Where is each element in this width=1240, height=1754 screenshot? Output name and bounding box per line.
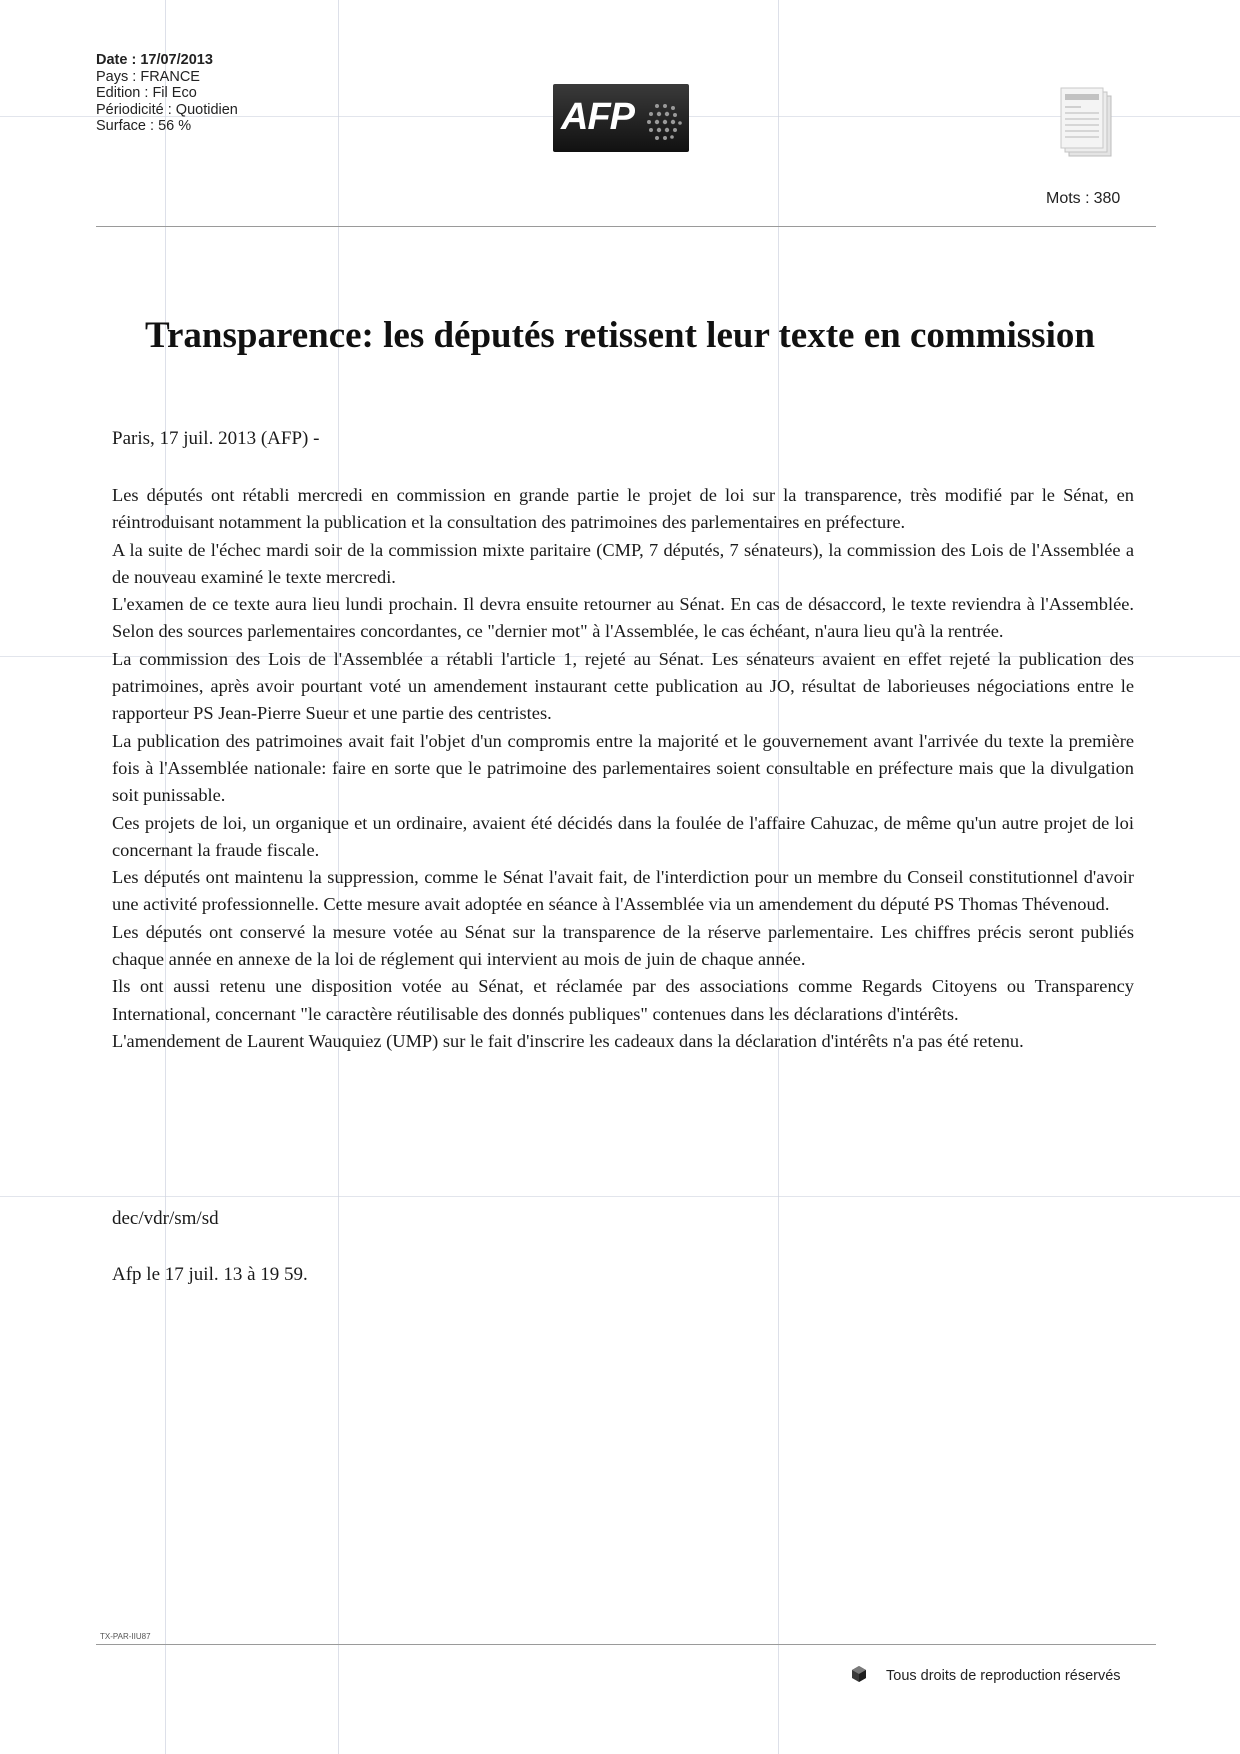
newspaper-stack-icon xyxy=(1055,82,1125,166)
afp-logo xyxy=(553,84,689,152)
document-reference: TX-PAR-IIU87 xyxy=(100,1632,151,1641)
meta-date: Date : 17/07/2013 xyxy=(96,52,213,68)
press-metadata xyxy=(96,52,238,135)
article-body xyxy=(112,482,1134,1055)
article-paragraph: Ces projets de loi, un organique et un ordinaire, avaient été décidés dans la foulée de l'affaire Cahuzac, de même qu'un autre projet de loi concernant la fraude fiscale. xyxy=(112,812,1134,860)
article-paragraph: Ils ont aussi retenu une disposition votée au Sénat, et réclamée par des associations comme Regards Citoyens ou Transparency International, concernant "le caractère réutilisable des donnés publiques" contenues dans les déclarations d'intérêts. xyxy=(112,976,1134,1024)
cube-icon xyxy=(850,1665,868,1683)
article-paragraph: A la suite de l'échec mardi soir de la commission mixte paritaire (CMP, 7 députés, 7 sénateurs), la commission des Lois de l'Assemblée a de nouveau examiné le texte mercredi. xyxy=(112,539,1134,587)
article-paragraph: L'examen de ce texte aura lieu lundi prochain. Il devra ensuite retourner au Sénat. En cas de désaccord, le texte reviendra à l'Assemblée. Selon des sources parlementaires concordantes, ce "dernier mot" à l'Assemblée, le cas échéant, n'aura lieu qu'à la rentrée. xyxy=(112,594,1134,642)
article-title: Transparence: les députés retissent leur texte en commission xyxy=(145,314,1095,356)
article-dateline: Paris, 17 juil. 2013 (AFP) - xyxy=(112,428,320,449)
article-paragraph: La commission des Lois de l'Assemblée a rétabli l'article 1, rejeté au Sénat. Les sénateurs avaient en effet rejeté la publication des patrimoines, après avoir pourtant voté un amendement instaurant cette publication au JO, résultat de laborieuses négociations entre le rapporteur PS Jean-Pierre Sueur et une partie des centristes. xyxy=(112,648,1134,724)
scan-line xyxy=(0,1196,1240,1197)
article-afp-date: Afp le 17 juil. 13 à 19 59. xyxy=(112,1264,308,1285)
logo-wordmark: AFP xyxy=(561,96,634,138)
meta-periodicity: Périodicité : Quotidien xyxy=(96,101,238,118)
footer-divider xyxy=(96,1644,1156,1645)
article-paragraph: Les députés ont maintenu la suppression, comme le Sénat l'avait fait, de l'interdiction pour un membre du Conseil constitutionnel d'avoir une activité professionnelle. Cette mesure avait adoptée en séance à l'Assemblée via un amendement du député PS Thomas Thévenoud. xyxy=(112,867,1134,915)
meta-country: Pays : FRANCE xyxy=(96,68,200,85)
article-paragraph: L'amendement de Laurent Wauquiez (UMP) sur le fait d'inscrire les cadeaux dans la déclaration d'intérêts n'a pas été retenu. xyxy=(112,1030,1024,1051)
header-divider xyxy=(96,226,1156,227)
copyright-notice: Tous droits de reproduction réservés xyxy=(886,1668,1121,1684)
article-paragraph: La publication des patrimoines avait fait l'objet d'un compromis entre la majorité et le gouvernement avant l'arrivée du texte la première fois à l'Assemblée nationale: faire en sorte que le patrimoine des parlementaires soient consultable en préfecture mais que la divulgation soit punissable. xyxy=(112,730,1134,806)
article-paragraph: Les députés ont conservé la mesure votée au Sénat sur la transparence de la réserve parlementaire. Les chiffres précis seront publiés chaque année en annexe de la loi de réglement qui intervient au mois de juin de chaque année. xyxy=(112,921,1134,970)
word-count: Mots : 380 xyxy=(1046,190,1121,207)
article-signature: dec/vdr/sm/sd xyxy=(112,1208,219,1229)
meta-surface: Surface : 56 % xyxy=(96,118,192,134)
meta-edition: Edition : Fil Eco xyxy=(96,85,197,101)
article-paragraph: Les députés ont rétabli mercredi en commission en grande partie le projet de loi sur la transparence, très modifié par le Sénat, en réintroduisant notamment la publication et la consultation des patrimoines des parlementaires en préfecture. xyxy=(112,485,1134,533)
